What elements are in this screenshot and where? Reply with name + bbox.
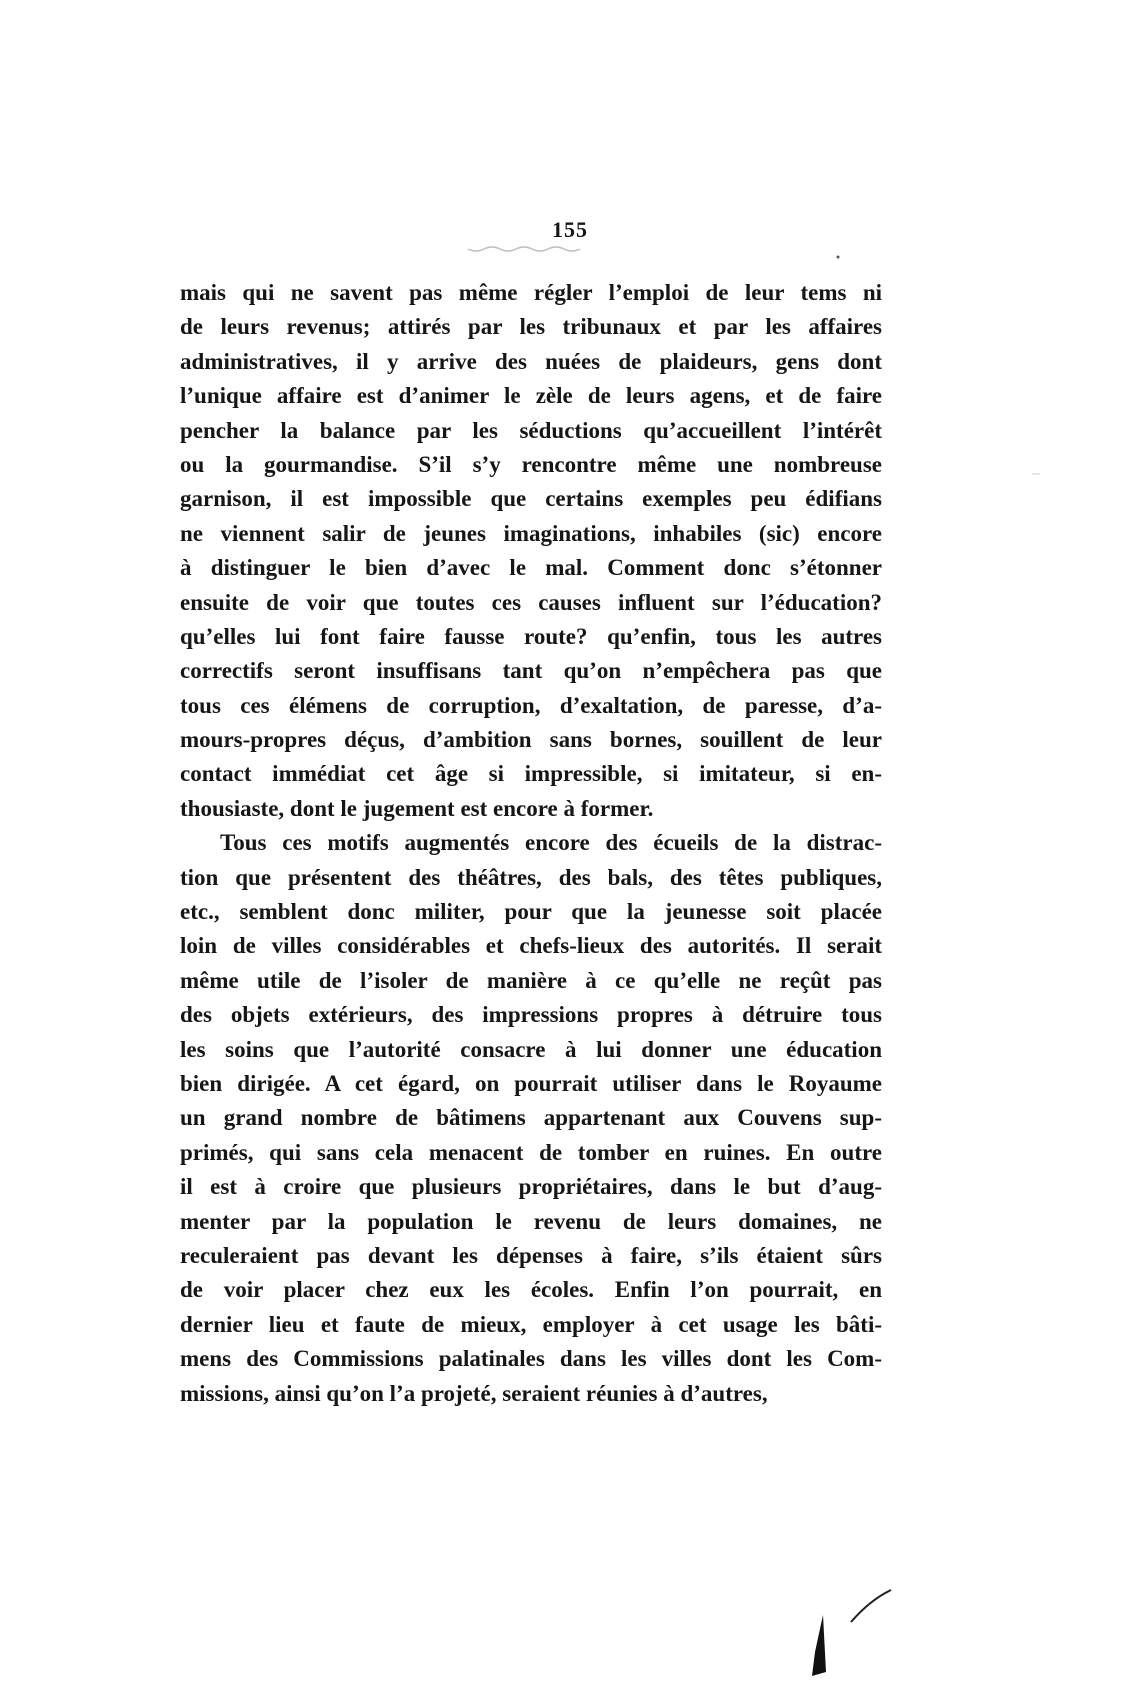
text-line: contact immédiat cet âge si impressible, si imitateur, si en-	[180, 761, 882, 787]
text-line: à distinguer le bien d’avec le mal. Comment donc s’étonner	[180, 555, 882, 581]
text-line: dernier lieu et faute de mieux, employer à cet usage les bâti-	[180, 1311, 882, 1337]
text-line: reculeraient pas devant les dépenses à faire, s’ils étaient sûrs	[180, 1242, 882, 1268]
text-line: mais qui ne savent pas même régler l’emploi de leur tems ni	[180, 280, 882, 305]
text-line: qu’elles lui font faire fausse route? qu’enfin, tous les autres	[180, 623, 882, 649]
text-line: un grand nombre de bâtimens appartenant aux Couvens sup-	[180, 1105, 882, 1131]
text-line: il est à croire que plusieurs propriétaires, dans le but d’aug-	[180, 1174, 882, 1200]
text-line: correctifs seront insuffisans tant qu’on n’empêchera pas que	[180, 658, 882, 684]
text-line: etc., semblent donc militer, pour que la jeunesse soit placée	[180, 899, 882, 925]
text-line: missions, ainsi qu’on l’a projeté, seraient réunies à d’autres,	[180, 1380, 768, 1406]
text-line: des objets extérieurs, des impressions propres à détruire tous	[180, 1002, 882, 1028]
paragraph-2	[180, 826, 882, 1411]
text-line: mours-propres déçus, d’ambition sans bornes, souillent de leur	[180, 727, 882, 753]
text-line: thousiaste, dont le jugement est encore à former.	[180, 795, 654, 821]
text-line: tous ces élémens de corruption, d’exaltation, de paresse, d’a-	[180, 692, 882, 718]
text-line: ou la gourmandise. S’il s’y rencontre même une nombreuse	[180, 451, 882, 477]
text-line: administratives, il y arrive des nuées de plaideurs, gens dont	[180, 348, 882, 374]
text-line: l’unique affaire est d’animer le zèle de leurs agens, et de faire	[180, 383, 882, 409]
text-line: loin de villes considérables et chefs-lieux des autorités. Il serait	[180, 933, 882, 959]
paragraph-1	[180, 276, 882, 826]
bleed-through-squiggle	[468, 247, 580, 251]
text-line: garnison, il est impossible que certains exemples peu édifians	[180, 486, 882, 512]
text-line: même utile de l’isoler de manière à ce qu’elle ne reçût pas	[180, 967, 882, 993]
text-line: Tous ces motifs augmentés encore des écueils de la distrac-	[220, 830, 882, 856]
text-line: tion que présentent des théâtres, des bals, des têtes publiques,	[180, 864, 882, 890]
text-line: les soins que l’autorité consacre à lui donner une éducation	[180, 1036, 882, 1062]
ink-blot-mark	[812, 1615, 826, 1676]
stray-dot-mark	[837, 256, 840, 259]
text-line: ne viennent salir de jeunes imaginations, inhabiles (sic) encore	[180, 520, 882, 546]
text-line: de voir placer chez eux les écoles. Enfin l’on pourrait, en	[180, 1277, 882, 1303]
text-line: de leurs revenus; attirés par les tribunaux et par les affaires	[180, 314, 882, 340]
text-line: primés, qui sans cela menacent de tomber en ruines. En outre	[180, 1139, 882, 1165]
text-line: bien dirigée. A cet égard, on pourrait utiliser dans le Royaume	[180, 1070, 882, 1096]
text-line: menter par la population le revenu de leurs domaines, ne	[180, 1208, 882, 1234]
pen-stroke-mark	[851, 1590, 891, 1622]
page-number: 155	[552, 217, 588, 242]
text-line: mens des Commissions palatinales dans les villes dont les Com-	[180, 1346, 882, 1372]
text-line: pencher la balance par les séductions qu’accueillent l’intérêt	[180, 417, 882, 443]
body-text	[180, 276, 882, 1411]
text-line: ensuite de voir que toutes ces causes influent sur l’éducation?	[180, 589, 882, 615]
